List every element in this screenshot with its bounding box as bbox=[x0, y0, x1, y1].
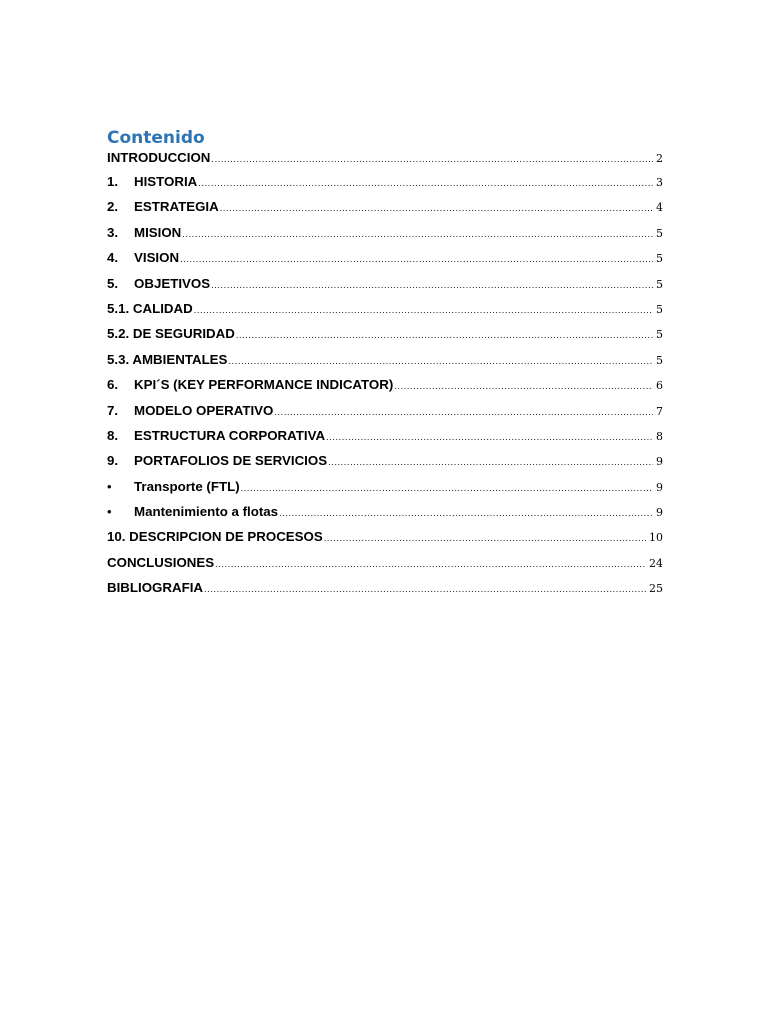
toc-heading: Contenido bbox=[107, 128, 205, 148]
toc-entry-title[interactable]: INTRODUCCION bbox=[107, 150, 211, 165]
dot-leader bbox=[180, 251, 653, 269]
toc-entry-title[interactable]: 5.3. AMBIENTALES bbox=[107, 351, 228, 367]
toc-entry[interactable] bbox=[107, 224, 663, 249]
table-of-contents bbox=[107, 127, 663, 605]
toc-entry[interactable] bbox=[107, 300, 663, 325]
toc-entry[interactable] bbox=[107, 579, 663, 604]
toc-entry-number: 4. bbox=[107, 250, 119, 266]
toc-entry-title[interactable]: PORTAFOLIOS DE SERVICIOS bbox=[134, 453, 328, 469]
bullet-marker: • bbox=[107, 478, 112, 494]
toc-entry[interactable] bbox=[107, 376, 663, 401]
toc-entry-title[interactable]: MODELO OPERATIVO bbox=[134, 402, 274, 418]
dot-leader bbox=[211, 151, 653, 169]
toc-entry[interactable] bbox=[107, 249, 663, 274]
toc-entry-page-number[interactable]: 9 bbox=[656, 480, 663, 494]
toc-entry-page-number[interactable]: 9 bbox=[656, 455, 663, 469]
toc-entry[interactable] bbox=[107, 149, 663, 173]
toc-entry-page-number[interactable]: 5 bbox=[656, 226, 663, 240]
dot-leader bbox=[241, 480, 653, 498]
dot-leader bbox=[204, 581, 646, 599]
dot-leader bbox=[328, 454, 653, 472]
toc-entry-title[interactable]: OBJETIVOS bbox=[134, 275, 211, 291]
toc-entry[interactable] bbox=[107, 402, 663, 427]
toc-entry-page-number[interactable]: 6 bbox=[656, 379, 663, 393]
toc-entry-title[interactable]: 5.1. CALIDAD bbox=[107, 300, 193, 316]
dot-leader bbox=[279, 505, 653, 523]
dot-leader bbox=[394, 378, 653, 396]
dot-leader bbox=[228, 353, 653, 371]
toc-entry-title[interactable]: ESTRATEGIA bbox=[134, 199, 219, 215]
toc-entry-number: 2. bbox=[107, 199, 119, 215]
toc-entry[interactable] bbox=[107, 554, 663, 579]
toc-entry-number: 1. bbox=[107, 174, 119, 189]
toc-entry-title[interactable]: ESTRUCTURA CORPORATIVA bbox=[134, 427, 326, 443]
toc-entry[interactable] bbox=[107, 198, 663, 223]
toc-list bbox=[107, 149, 663, 605]
bullet-marker: • bbox=[107, 504, 112, 520]
toc-entry-page-number[interactable]: 24 bbox=[649, 556, 663, 570]
toc-entry-title[interactable]: VISION bbox=[134, 250, 180, 266]
dot-leader bbox=[324, 530, 646, 548]
dot-leader bbox=[274, 404, 653, 422]
toc-entry[interactable] bbox=[107, 427, 663, 452]
toc-entry[interactable] bbox=[107, 173, 663, 198]
toc-entry-number: 8. bbox=[107, 427, 119, 443]
toc-entry-number: 5. bbox=[107, 275, 119, 291]
toc-entry-page-number[interactable]: 5 bbox=[656, 328, 663, 342]
dot-leader bbox=[215, 556, 646, 574]
dot-leader bbox=[194, 302, 653, 320]
toc-entry-page-number[interactable]: 2 bbox=[656, 152, 663, 165]
toc-entry-number: 7. bbox=[107, 402, 119, 418]
toc-entry-number: 3. bbox=[107, 224, 119, 240]
toc-entry-page-number[interactable]: 8 bbox=[656, 429, 663, 443]
toc-entry-title[interactable]: BIBLIOGRAFIA bbox=[107, 580, 204, 596]
toc-entry-page-number[interactable]: 10 bbox=[649, 531, 663, 545]
toc-entry-title[interactable]: KPI´S (KEY PERFORMANCE INDICATOR) bbox=[134, 377, 394, 393]
toc-entry[interactable] bbox=[107, 452, 663, 477]
toc-entry-number: 9. bbox=[107, 453, 119, 469]
dot-leader bbox=[236, 327, 653, 345]
toc-entry-number: 6. bbox=[107, 377, 119, 393]
toc-entry-title[interactable]: HISTORIA bbox=[134, 174, 198, 189]
toc-entry-page-number[interactable]: 25 bbox=[649, 582, 663, 596]
dot-leader bbox=[198, 175, 653, 193]
toc-entry[interactable] bbox=[107, 351, 663, 376]
toc-entry-page-number[interactable]: 5 bbox=[656, 302, 663, 316]
dot-leader bbox=[326, 429, 653, 447]
toc-entry[interactable] bbox=[107, 503, 663, 528]
toc-entry[interactable] bbox=[107, 325, 663, 350]
toc-entry-page-number[interactable]: 5 bbox=[656, 252, 663, 266]
toc-entry-title[interactable]: 10. DESCRIPCION DE PROCESOS bbox=[107, 529, 323, 545]
toc-entry-title[interactable]: Transporte (FTL) bbox=[134, 478, 240, 494]
toc-entry-page-number[interactable]: 5 bbox=[656, 277, 663, 291]
toc-entry[interactable] bbox=[107, 528, 663, 553]
toc-entry-title[interactable]: 5.2. DE SEGURIDAD bbox=[107, 326, 235, 342]
toc-entry-title[interactable]: Mantenimiento a flotas bbox=[134, 504, 279, 520]
toc-entry-title[interactable]: MISION bbox=[134, 224, 182, 240]
toc-entry-page-number[interactable]: 4 bbox=[656, 201, 663, 215]
toc-entry[interactable] bbox=[107, 275, 663, 300]
dot-leader bbox=[182, 226, 653, 244]
toc-entry[interactable] bbox=[107, 478, 663, 503]
toc-entry-page-number[interactable]: 3 bbox=[656, 176, 663, 189]
toc-entry-page-number[interactable]: 9 bbox=[656, 506, 663, 520]
toc-entry-title[interactable]: CONCLUSIONES bbox=[107, 554, 215, 570]
dot-leader bbox=[211, 277, 653, 295]
dot-leader bbox=[220, 200, 653, 218]
toc-entry-page-number[interactable]: 5 bbox=[656, 353, 663, 367]
toc-entry-page-number[interactable]: 7 bbox=[656, 404, 663, 418]
